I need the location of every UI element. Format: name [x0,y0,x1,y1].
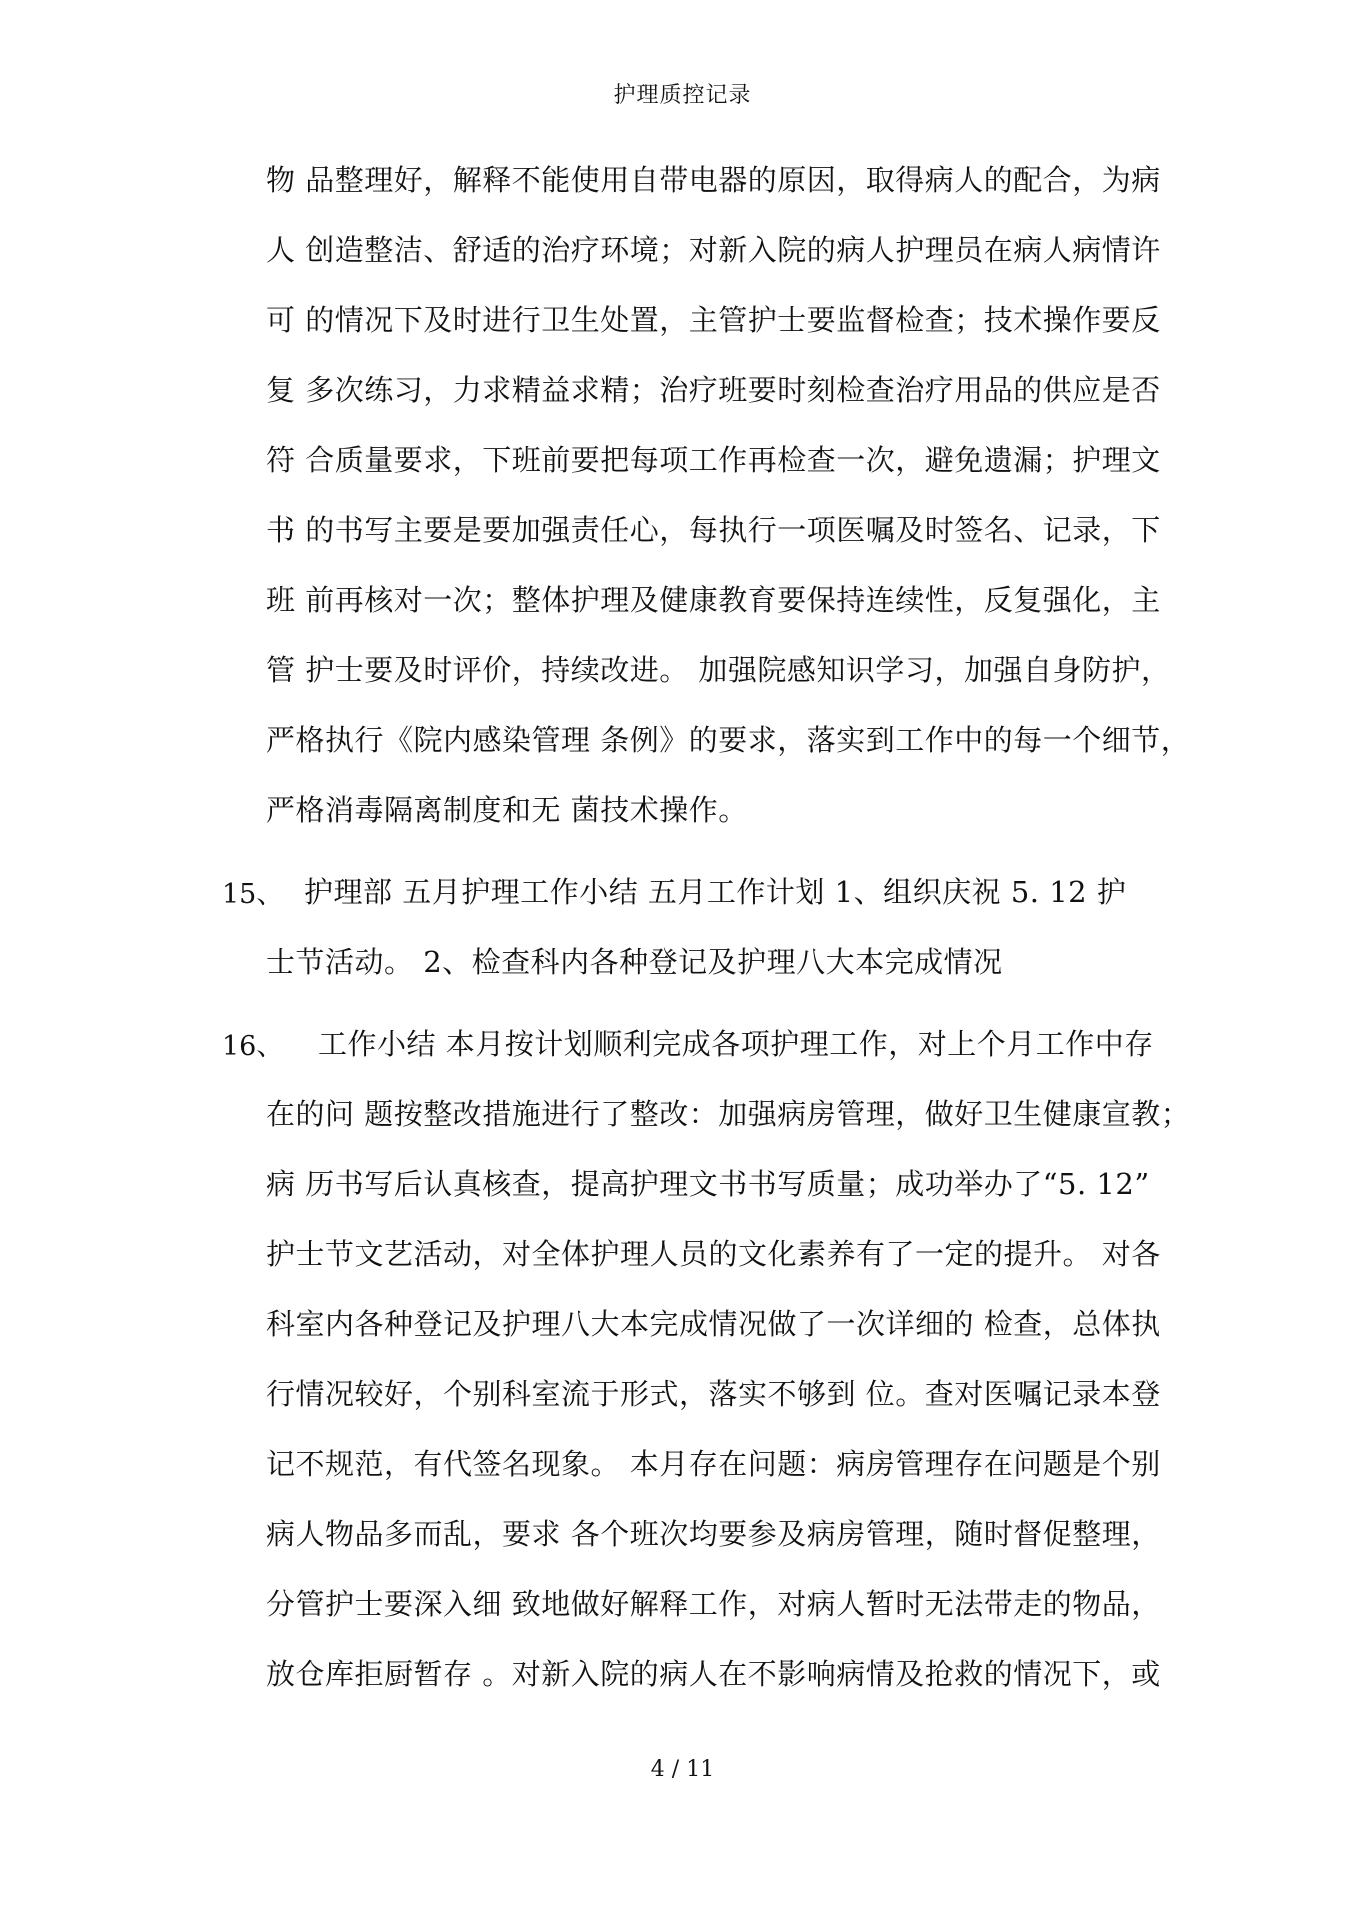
body-line: 班 前再核对一次；整体护理及健康教育要保持连续性，反复强化，主 [266,583,1161,617]
body-line: 记不规范，有代签名现象。 本月存在问题：病房管理存在问题是个别 [266,1447,1161,1481]
body-line: 符 合质量要求，下班前要把每项工作再检查一次，避免遗漏；护理文 [266,443,1161,477]
body-line: 物 品整理好，解释不能使用自带电器的原因，取得病人的配合，为病 [266,163,1161,197]
body-line: 严格消毒隔离制度和无 菌技术操作。 [266,793,748,827]
body-line: 可 的情况下及时进行卫生处置，主管护士要监督检查；技术操作要反 [266,303,1161,337]
body-line: 复 多次练习，力求精益求精；治疗班要时刻检查治疗用品的供应是否 [266,373,1161,407]
body-line: 病人物品多而乱，要求 各个班次均要参及病房管理，随时督促整理， [266,1517,1161,1551]
body-line: 在的问 题按整改措施进行了整改：加强病房管理，做好卫生健康宣教； [266,1097,1191,1131]
body-line: 病 历书写后认真核查，提高护理文书书写质量；成功举办了“5. 12” [266,1167,1150,1201]
body-line: 护士节文艺活动，对全体护理人员的文化素养有了一定的提升。 对各 [266,1237,1161,1271]
body-line: 人 创造整洁、舒适的治疗环境；对新入院的病人护理员在病人病情许 [266,233,1161,267]
body-line: 科室内各种登记及护理八大本完成情况做了一次详细的 检查，总体执 [266,1307,1161,1341]
body-line: 严格执行《院内感染管理 条例》的要求，落实到工作中的每一个细节， [266,723,1191,757]
item-number: 16、 [222,1031,284,1062]
body-line: 士节活动。 2、检查科内各种登记及护理八大本完成情况 [266,945,1003,979]
page-header: 护理质控记录 [613,83,752,108]
body-line: 管 护士要及时评价，持续改进。 加强院感知识学习，加强自身防护， [266,653,1171,687]
item-number: 15、 [222,879,284,910]
body-line: 书 的书写主要是要加强责任心，每执行一项医嘱及时签名、记录，下 [266,513,1161,547]
body-line: 工作小结 本月按计划顺利完成各项护理工作，对上个月工作中存 [318,1027,1154,1061]
body-line: 分管护士要深入细 致地做好解释工作，对病人暂时无法带走的物品， [266,1587,1161,1621]
page-number: 4 / 11 [650,1757,715,1782]
body-line: 行情况较好，个别科室流于形式，落实不够到 位。查对医嘱记录本登 [266,1377,1161,1411]
body-line: 放仓库拒厨暂存 。对新入院的病人在不影响病情及抢救的情况下，或 [266,1657,1161,1691]
body-line: 护理部 五月护理工作小结 五月工作计划 1、组织庆祝 5. 12 护 [304,875,1127,909]
